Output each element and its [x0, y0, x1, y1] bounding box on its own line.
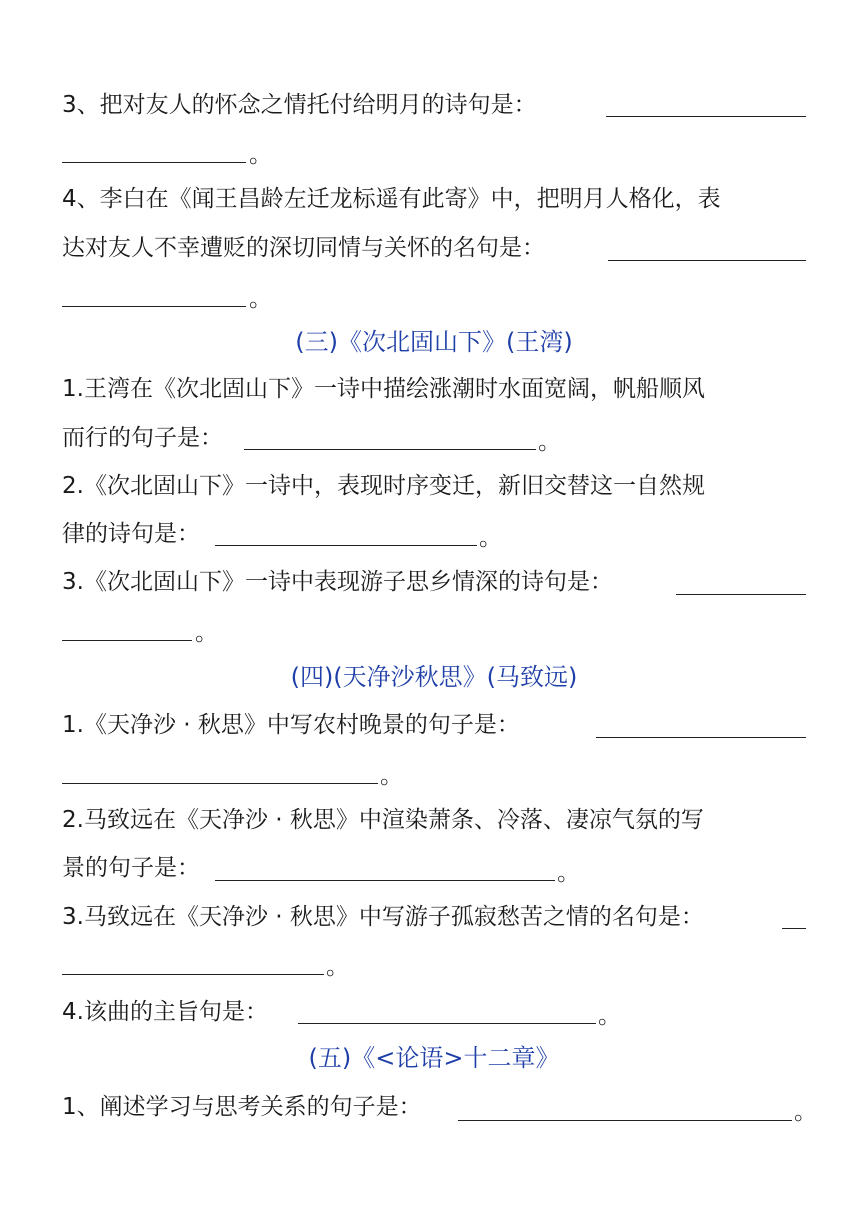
s4-q4-period: 。: [598, 1003, 621, 1029]
q3-prompt: 3、把对友人的怀念之情托付给明月的诗句是：: [62, 92, 537, 118]
q4-answer-blank-2[interactable]: [62, 306, 246, 307]
s4-q3-answer-blank-1[interactable]: [782, 928, 806, 929]
s3-q2-period: 。: [479, 525, 502, 551]
s3-q2-answer-blank[interactable]: [215, 545, 477, 546]
s3-q1-prompt-line1: 1.王湾在《次北固山下》一诗中描绘涨潮时水面宽阔，帆船顺风: [62, 376, 705, 402]
s4-q3-answer-blank-2[interactable]: [62, 974, 324, 975]
s3-q3-answer-blank-2[interactable]: [62, 640, 192, 641]
s4-q1-answer-blank-2[interactable]: [62, 783, 378, 784]
q4-answer-blank-1[interactable]: [608, 260, 806, 261]
q3-answer-blank-1[interactable]: [606, 116, 806, 117]
s4-q2-answer-blank[interactable]: [215, 880, 555, 881]
s3-q2-prompt-line1: 2.《次北固山下》一诗中，表现时序变迁，新旧交替这一自然规: [62, 473, 705, 499]
q4-period: 。: [249, 286, 272, 312]
s4-q1-period: 。: [380, 763, 403, 789]
s3-q1-answer-blank[interactable]: [244, 449, 536, 450]
s3-q3-period: 。: [195, 620, 218, 646]
section-3-title: (三)《次北固山下》(王湾): [295, 328, 573, 356]
s4-q2-prompt-line2: 景的句子是：: [62, 855, 200, 881]
s3-q3-prompt: 3.《次北固山下》一诗中表现游子思乡情深的诗句是：: [62, 569, 613, 595]
s5-q1-period: 。: [794, 1099, 817, 1125]
q3-period: 。: [249, 142, 272, 168]
s4-q2-period: 。: [557, 860, 580, 886]
s4-q1-prompt: 1.《天净沙 · 秋思》中写农村晚景的句子是：: [62, 712, 520, 738]
q4-prompt-line2: 达对友人不幸遭贬的深切同情与关怀的名句是：: [62, 235, 545, 261]
s5-q1-prompt: 1、阐述学习与思考关系的句子是：: [62, 1094, 422, 1120]
s4-q4-prompt: 4.该曲的主旨句是：: [62, 999, 268, 1025]
s3-q2-prompt-line2: 律的诗句是：: [62, 521, 200, 547]
s3-q3-answer-blank-1[interactable]: [676, 594, 806, 595]
s4-q1-answer-blank-1[interactable]: [596, 737, 806, 738]
s4-q3-period: 。: [326, 954, 349, 980]
s3-q1-prompt-line2: 而行的句子是：: [62, 425, 223, 451]
s4-q2-prompt-line1: 2.马致远在《天净沙 · 秋思》中渲染萧条、冷落、凄凉气氛的写: [62, 807, 704, 833]
s4-q3-prompt: 3.马致远在《天净沙 · 秋思》中写游子孤寂愁苦之情的名句是：: [62, 904, 704, 930]
q4-prompt-line1: 4、李白在《闻王昌龄左迁龙标遥有此寄》中，把明月人格化，表: [62, 186, 721, 212]
section-4-title: (四)(天净沙秋思》(马致远): [290, 663, 578, 691]
section-5-title: (五)《<论语>十二章》: [308, 1044, 560, 1072]
s3-q1-period: 。: [538, 429, 561, 455]
s4-q4-answer-blank[interactable]: [298, 1023, 596, 1024]
q3-answer-blank-2[interactable]: [62, 162, 246, 163]
s5-q1-answer-blank[interactable]: [458, 1120, 792, 1121]
